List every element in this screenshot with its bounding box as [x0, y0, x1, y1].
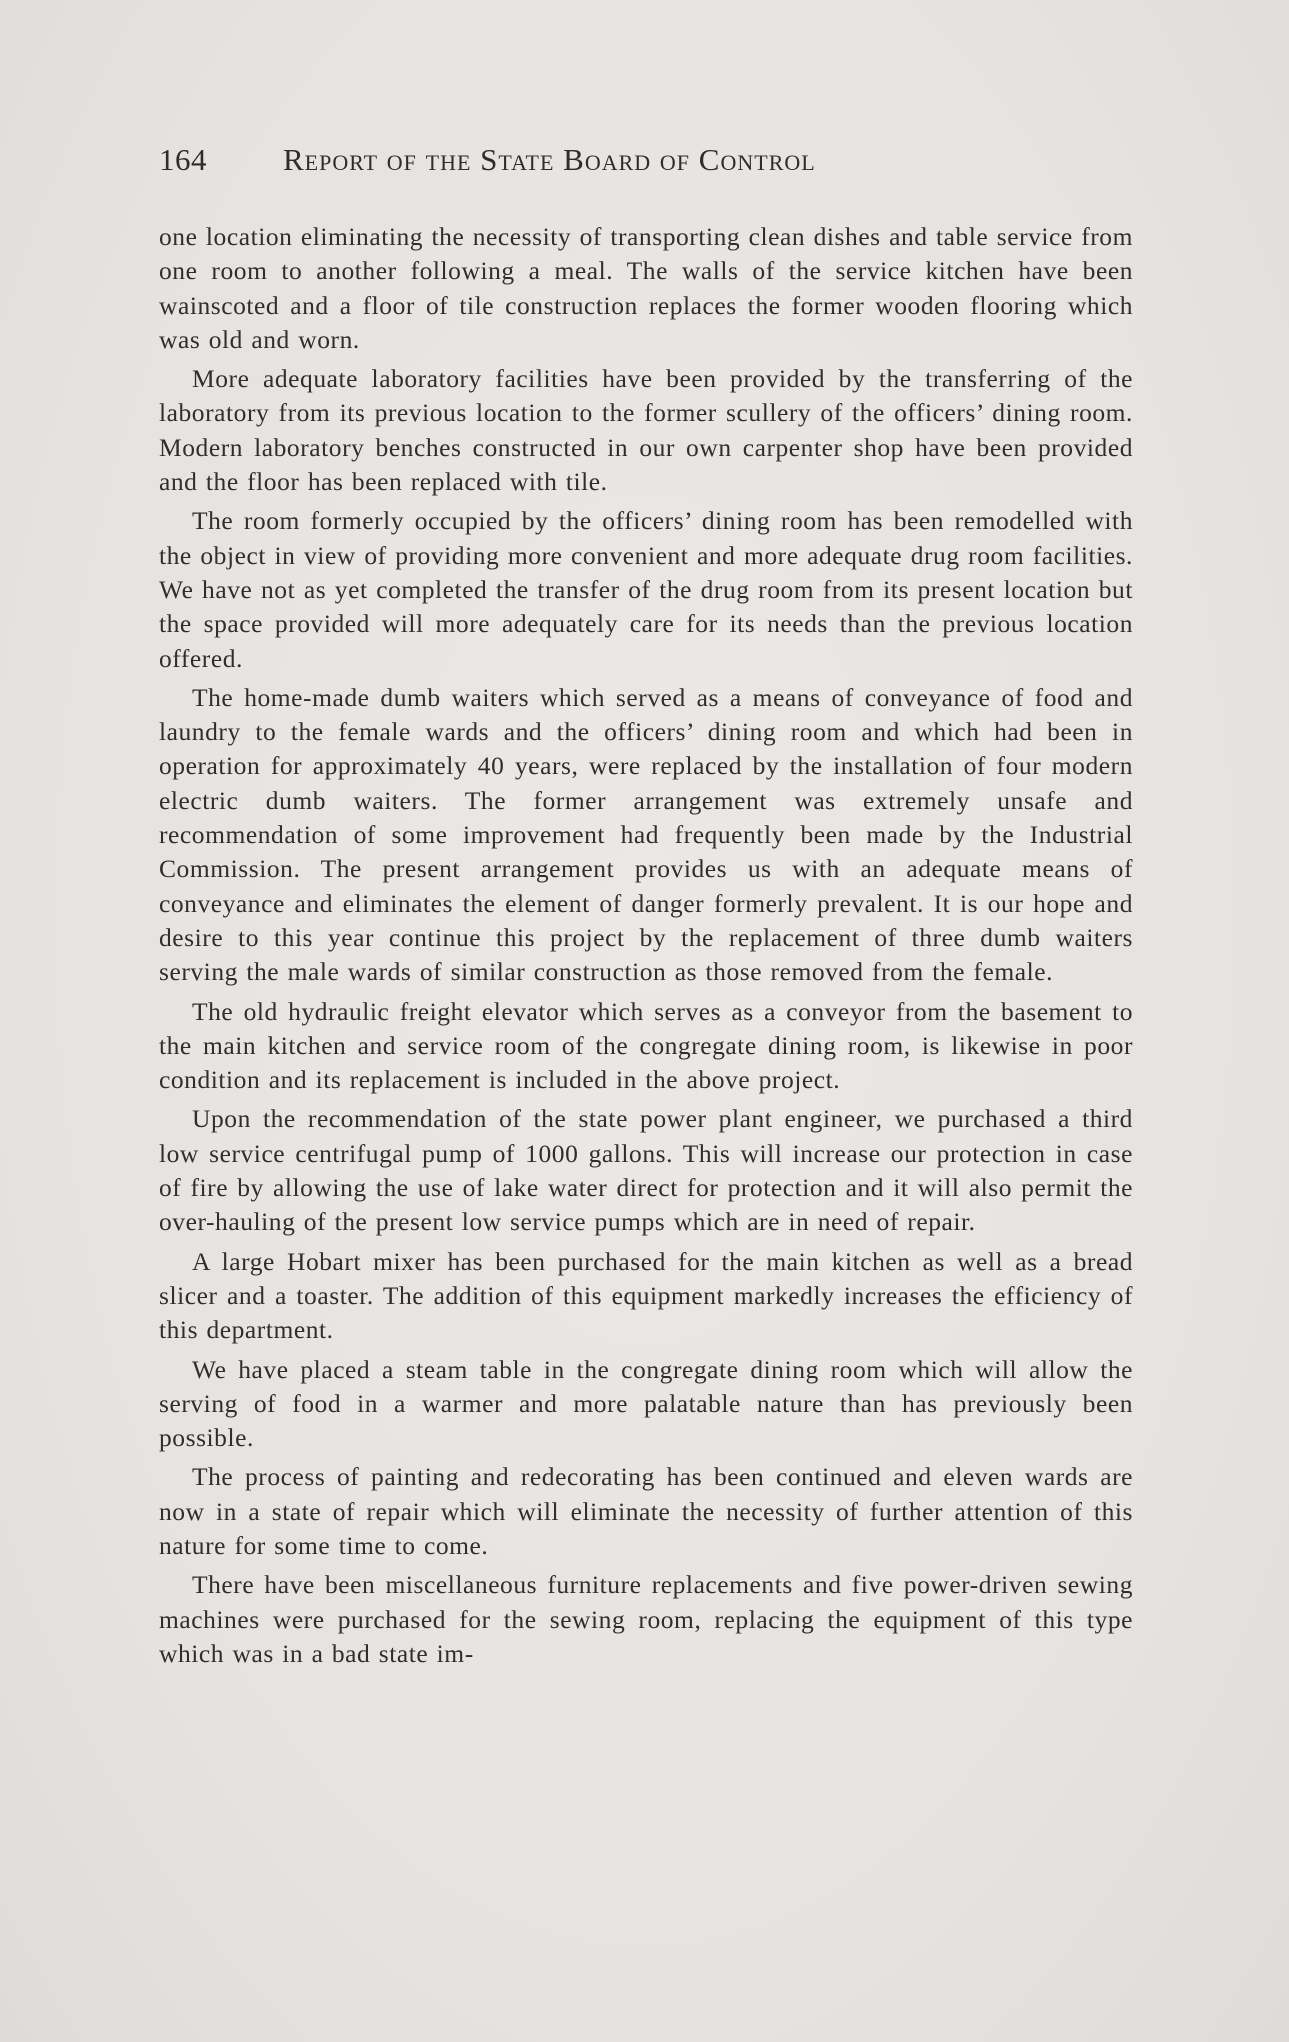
- paragraph-laboratory: More adequate laboratory facilities have been provided by the transferring of the laboratory from its previous location to the former scullery of the officers’ dining room. Modern laboratory benches constructed in our own carpenter shop have been provided and the floor has been replaced with tile.: [159, 364, 1133, 497]
- paragraph-dining-service-kitchen: one location eliminating the necessity of transporting clean dishes and table service from one room to another following a meal. The walls of the service kitchen have been wainscoted and a floor of tile construction replaces the former wooden flooring which was old and worn.: [159, 222, 1133, 354]
- paragraph-steam-table: We have placed a steam table in the congregate dining room which will allow the serving of food in a warmer and more palatable nature than has previously been possible.: [159, 1354, 1133, 1453]
- body-text: [159, 220, 1133, 1676]
- running-header: [159, 142, 1009, 178]
- paragraph-painting: The process of painting and redecorating has been continued and eleven wards are now in a state of repair which will eliminate the necessity of further attention of this nature for some time to come.: [159, 1462, 1133, 1560]
- paragraph-drug-room: The room formerly occupied by the officers’ dining room has been remodelled with the object in view of providing more convenient and more adequate drug room facilities. We have not as yet completed the transfer of the drug room from its present location but the space provided will more adequately care for its needs than the previous location offered.: [159, 506, 1133, 673]
- paragraph-centrifugal-pump: Upon the recommendation of the state power plant engineer, we purchased a third low service centrifugal pump of 1000 gallons. This will increase our protection in case of fire by allowing the use of lake water direct for protection and it will also permit the over-hauling of the present low service pumps which are in need of repair.: [159, 1104, 1133, 1237]
- page-number: 164: [159, 142, 207, 177]
- paragraph-dumb-waiters: The home-made dumb waiters which served as a means of conveyance of food and laundry to the female wards and the officers’ dining room and which had been in operation for approximately 40 years, were replaced by the installation of four modern electric dumb waiters. The former arrangement was extremely unsafe and recommendation of some improvement had frequently been made by the Industrial Commission. The present arrangement provides us with an adequate means of conveyance and eliminates the element of danger formerly prevalent. It is our hope and desire to this year continue this project by the replacement of three dumb waiters serving the male wards of similar construction as those removed from the female.: [159, 682, 1133, 987]
- paragraph-hobart-mixer: A large Hobart mixer has been purchased for the main kitchen as well as a bread slicer and a toaster. The addition of this equipment markedly increases the efficiency of this department.: [159, 1246, 1133, 1345]
- paragraph-freight-elevator: The old hydraulic freight elevator which serves as a conveyor from the basement to the main kitchen and service room of the congregate dining room, is likewise in poor condition and its replacement is included in the above project.: [159, 996, 1133, 1095]
- paragraph-furniture-sewing: There have been miscellaneous furniture replacements and five power-driven sewing machines were purchased for the sewing room, replacing the equipment of this type which was in a bad state im-: [159, 1570, 1133, 1668]
- running-title: Report of the State Board of Control: [283, 142, 816, 177]
